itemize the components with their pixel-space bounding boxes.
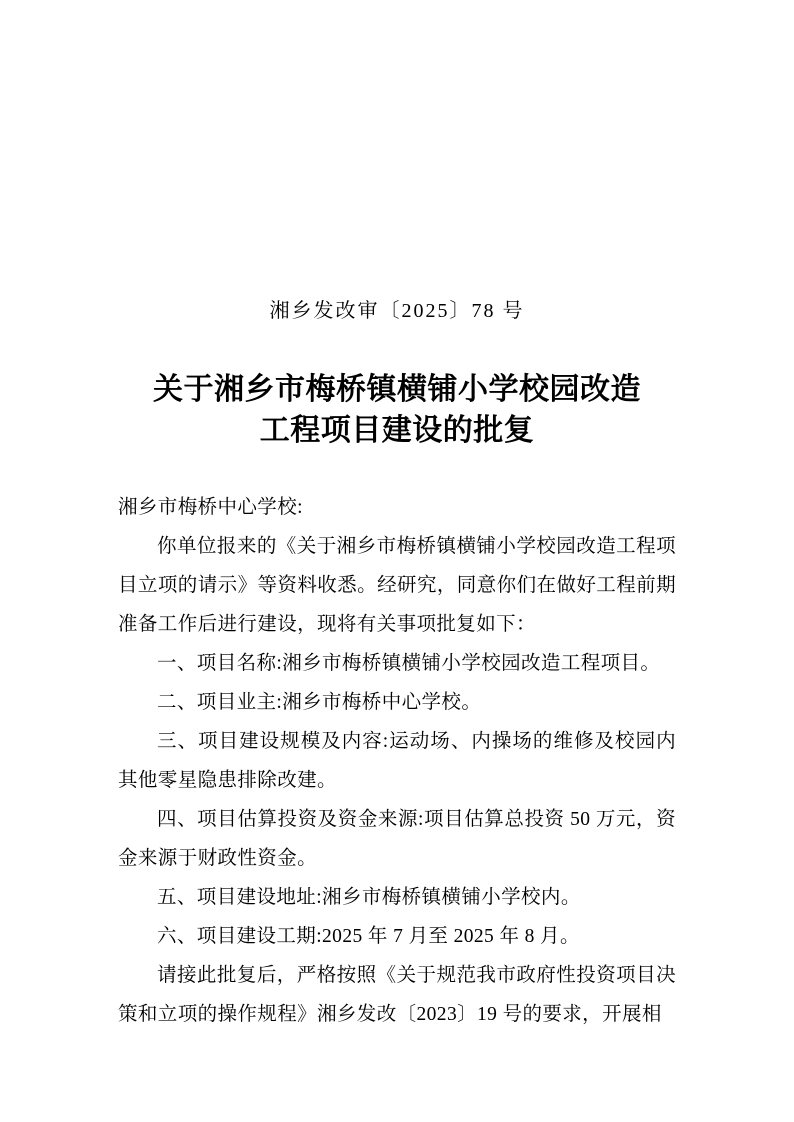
paragraph: 你单位报来的《关于湘乡市梅桥镇横铺小学校园改造工程项目立项的请示》等资料收悉。经研究，同意你们在做好工程前期准备工作后进行建设，现将有关事项批复如下： [118, 536, 676, 635]
body-paragraphs [118, 527, 676, 1034]
paragraph: 一、项目名称:湘乡市梅桥镇横铺小学校园改造工程项目。 [157, 653, 661, 674]
document-body [118, 488, 676, 1034]
salutation: 湘乡市梅桥中心学校: [118, 497, 303, 518]
paragraph: 请接此批复后，严格按照《关于规范我市政府性投资项目决策和立项的操作规程》湘乡发改〔2023〕19 号的要求，开展相 [118, 965, 676, 1025]
paragraph: 五、项目建设地址:湘乡市梅桥镇横铺小学校内。 [157, 887, 581, 908]
document-title-line-1: 关于湘乡市梅桥镇横铺小学校园改造 [153, 373, 641, 406]
paragraph: 三、项目建设规模及内容:运动场、内操场的维修及校园内其他零星隐患排除改建。 [118, 731, 676, 791]
paragraph: 六、项目建设工期:2025 年 7 月至 2025 年 8 月。 [157, 926, 580, 947]
document-number: 湘乡发改审〔2025〕78 号 [269, 300, 525, 322]
document-title-line-2: 工程项目建设的批复 [259, 414, 535, 447]
paragraph: 四、项目估算投资及资金来源:项目估算总投资 50 万元，资金来源于财政性资金。 [118, 809, 676, 869]
paragraph: 二、项目业主:湘乡市梅桥中心学校。 [157, 692, 482, 713]
document-title [118, 369, 676, 451]
